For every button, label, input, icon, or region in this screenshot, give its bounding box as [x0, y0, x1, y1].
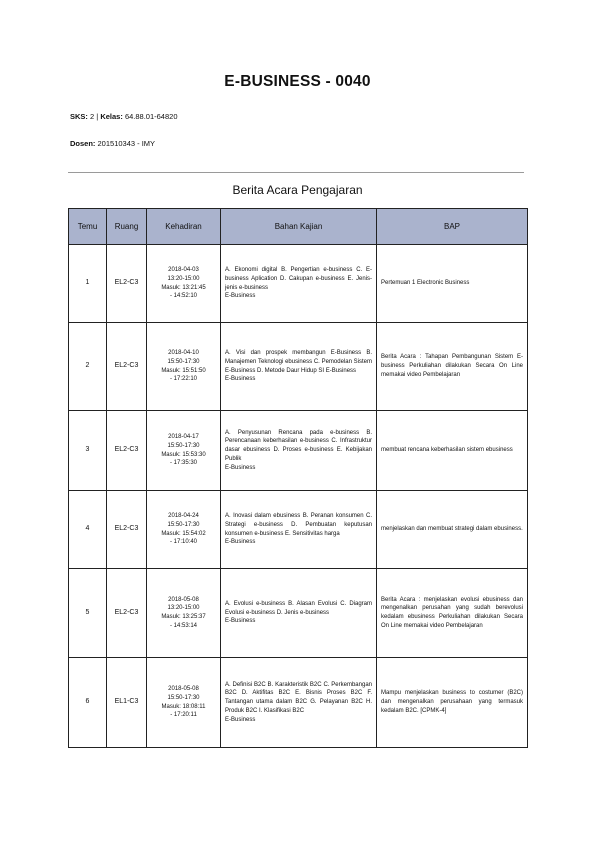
sks-label: SKS:	[70, 112, 88, 121]
section-title: Berita Acara Pengajaran	[232, 183, 363, 197]
kehadiran-line: Masuk: 13:25:37	[161, 614, 206, 620]
cell-temu: 4	[69, 491, 107, 569]
cell-bahan-kajian: A. Definisi B2C B. Karakteristik B2C C. Perkembangan B2C D. Aktifitas B2C E. Bisnis Proses B2C F. Tantangan utama dalam B2C G. Pelayanan B2C H. Produk B2C I. Klasifikasi B2C E-Business	[221, 658, 377, 748]
table-row	[69, 658, 528, 748]
cell-temu: 1	[69, 245, 107, 323]
col-header-bahan-kajian: Bahan Kajian	[221, 209, 377, 245]
cell-ruang: EL2-C3	[107, 245, 147, 323]
kehadiran-line: - 14:52:10	[169, 293, 198, 300]
meta-separator: |	[96, 112, 99, 121]
table-row	[69, 491, 528, 569]
cell-temu: 5	[69, 569, 107, 658]
kelas-value: 64.88.01-64820	[124, 112, 178, 121]
teaching-log-table	[68, 208, 528, 748]
cell-temu: 2	[69, 323, 107, 411]
kehadiran-line: 15:50-17:30	[167, 694, 200, 701]
table-row	[69, 245, 528, 323]
cell-ruang: EL1-C3	[107, 658, 147, 748]
table-row	[69, 411, 528, 491]
col-header-ruang: Ruang	[107, 209, 147, 245]
cell-kehadiran	[147, 323, 221, 411]
cell-bap: Mampu menjelaskan business to costumer (B2C) dan mengenalkan perusahaan yang termasuk kedalam B2C. [CPMK-4]	[377, 658, 528, 748]
cell-kehadiran	[147, 569, 221, 658]
cell-bahan-kajian: A. Ekonomi digital B. Pengertian e-business C. E-business Aplication D. Cakupan e-business E. Jenis-jenis e-business E-Business	[221, 245, 377, 323]
cell-ruang: EL2-C3	[107, 569, 147, 658]
dosen-label: Dosen:	[70, 139, 96, 148]
table-row	[69, 323, 528, 411]
cell-bap: Berita Acara : menjelaskan evolusi ebusiness dan mengenalkan perusahan yang sudah berevolusi kedalam ebusiness Perkuliahan dilakukan Secara On Line memakai video Pembelajaran	[377, 569, 528, 658]
lecturer-line	[70, 139, 155, 148]
kehadiran-line: 2018-05-08	[168, 686, 199, 693]
cell-bap: membuat rencana keberhasilan sistem ebusiness	[377, 411, 528, 491]
kehadiran-line: 15:50-17:30	[167, 442, 200, 449]
cell-kehadiran	[147, 491, 221, 569]
cell-bahan-kajian: A. Inovasi dalam ebusiness B. Peranan konsumen C. Strategi e-business D. Pembuatan keputusan konsumen e-business E. Sensitivitas harga E-Business	[221, 491, 377, 569]
dosen-value: 201510343 - IMY	[97, 139, 156, 148]
cell-ruang: EL2-C3	[107, 323, 147, 411]
col-header-kehadiran: Kehadiran	[147, 209, 221, 245]
divider	[68, 172, 524, 173]
cell-temu: 3	[69, 411, 107, 491]
kehadiran-line: 2018-04-10	[168, 350, 199, 357]
kehadiran-line: Masuk: 15:53:30	[161, 451, 206, 458]
col-header-temu: Temu	[69, 209, 107, 245]
cell-kehadiran	[147, 658, 221, 748]
kehadiran-line: Masuk: 15:54:02	[161, 530, 206, 537]
kehadiran-line: 13:20-15:00	[167, 605, 200, 612]
table-row	[69, 569, 528, 658]
cell-bahan-kajian: A. Visi dan prospek membangun E-Business B. Manajemen Teknologi ebusiness C. Pemodelan Sistem E-Business D. Metode Daur Hidup SI E-Business E-Business	[221, 323, 377, 411]
kehadiran-line: 13:20-15:00	[167, 275, 200, 282]
cell-bahan-kajian: A. Penyusunan Rencana pada e-business B. Perencanaan keberhasilan e-business C. Infrastruktur dasar ebusiness D. Proses e-business E. Kebijakan Publik E-Business	[221, 411, 377, 491]
kehadiran-line: 2018-04-17	[168, 434, 199, 441]
kehadiran-line: Masuk: 13:21:45	[161, 284, 206, 291]
kehadiran-line: 15:50-17:30	[167, 521, 200, 528]
cell-bap: menjelaskan dan membuat strategi dalam ebusiness.	[377, 491, 528, 569]
kehadiran-line: - 14:53:14	[169, 622, 198, 629]
cell-temu: 6	[69, 658, 107, 748]
course-meta-line	[70, 112, 178, 121]
kehadiran-line: - 17:35:30	[169, 460, 198, 467]
kehadiran-line: Masuk: 15:51:50	[161, 367, 206, 374]
kehadiran-line: - 17:22:10	[169, 376, 198, 383]
kehadiran-line: 15:50-17:30	[167, 358, 200, 365]
cell-kehadiran	[147, 411, 221, 491]
cell-ruang: EL2-C3	[107, 491, 147, 569]
kelas-label: Kelas:	[100, 112, 123, 121]
cell-ruang: EL2-C3	[107, 411, 147, 491]
course-title: E-BUSINESS - 0040	[224, 73, 371, 90]
kehadiran-line: Masuk: 18:08:11	[161, 703, 206, 710]
kehadiran-line: - 17:10:40	[169, 539, 198, 546]
cell-bap: Berita Acara : Tahapan Pembangunan Sistem E-business Perkuliahan dilakukan Secara On Line memakai video Pembelajaran	[377, 323, 528, 411]
cell-bap: Pertemuan 1 Electronic Business	[377, 245, 528, 323]
cell-bahan-kajian: A. Evolusi e-business B. Alasan Evolusi C. Diagram Evolusi e-business D. Jenis e-business E-Business	[221, 569, 377, 658]
kehadiran-line: 2018-05-08	[168, 596, 199, 603]
table-header-row	[69, 209, 528, 245]
sks-value: 2	[90, 112, 95, 121]
kehadiran-line: - 17:20:11	[170, 712, 197, 719]
kehadiran-line: 2018-04-03	[168, 267, 199, 274]
cell-kehadiran	[147, 245, 221, 323]
col-header-bap: BAP	[377, 209, 528, 245]
kehadiran-line: 2018-04-24	[168, 513, 199, 520]
